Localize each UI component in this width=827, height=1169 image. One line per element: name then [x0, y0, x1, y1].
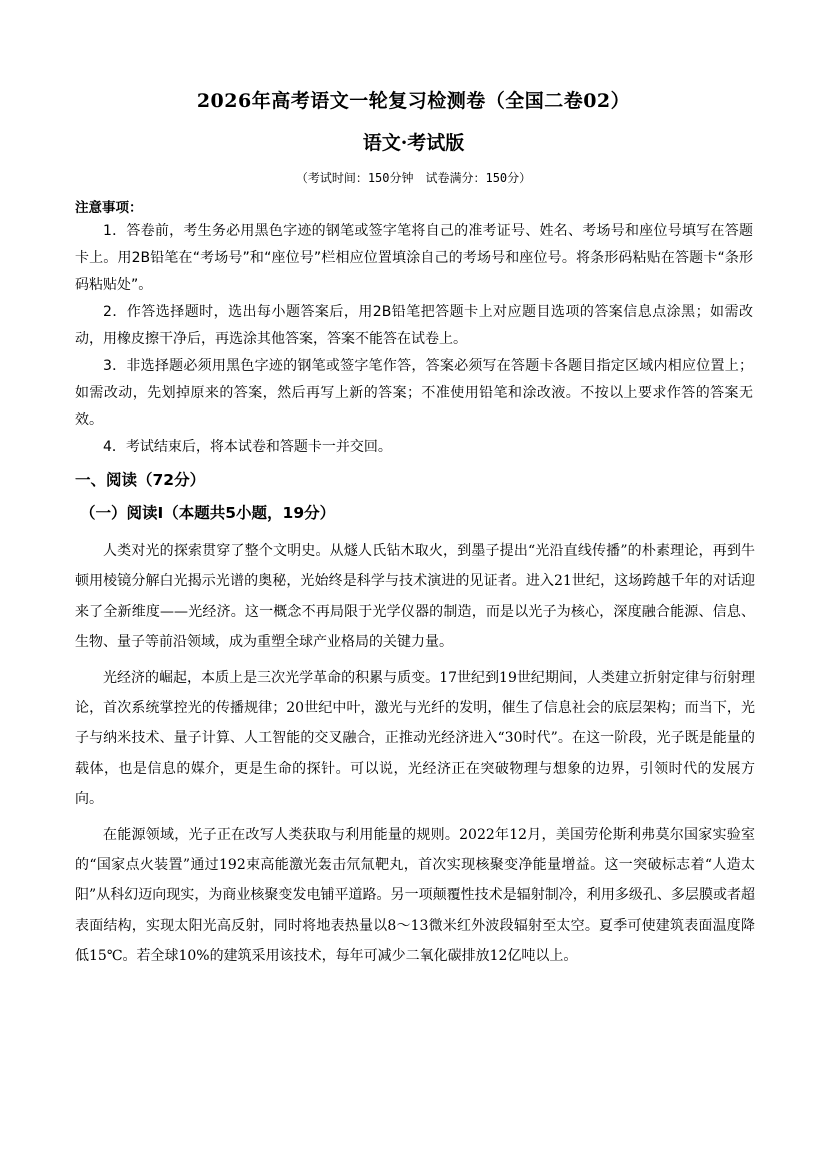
- notice-item: 1．答卷前，考生务必用黑色字迹的钢笔或签字笔将自己的准考证号、姓名、考场号和座位号填写在答题卡上。用2B铅笔在“考场号”和“座位号”栏相应位置填涂自己的考场号和座位号。将条形码粘贴在答题卡“条形码粘贴处”。: [75, 223, 753, 293]
- passage-paragraph: 在能源领域，光子正在改写人类获取与利用能量的规则。2022年12月，美国劳伦斯利弗莫尔国家实验室的“国家点火装置”通过192束高能激光轰击氘氚靶丸，首次实现核聚变净能量增益。这一突破标志着“人造太阳”从科幻迈向现实，为商业核聚变发电铺平道路。另一项颠覆性技术是辐射制冷，利用多级孔、多层膜或者超表面结构，实现太阳光高反射，同时将地表热量以8～13微米红外波段辐射至太空。夏季可使建筑表面温度降低15℃。若全球10%的建筑采用该技术，每年可减少二氧化碳排放12亿吨以上。: [75, 826, 755, 965]
- reading-passage: [75, 536, 755, 977]
- exam-time-info: （考试时间：150分钟 试卷满分：150分）: [295, 171, 532, 185]
- passage-paragraph: 人类对光的探索贯穿了整个文明史。从燧人氏钻木取火，到墨子提出“光沿直线传播”的朴素理论，再到牛顿用棱镜分解白光揭示光谱的奥秘，光始终是科学与技术演进的见证者。进入21世纪，这场跨越千年的对话迎来了全新维度——光经济。这一概念不再局限于光学仪器的制造，而是以光子为核心，深度融合能源、信息、生物、量子等前沿领域，成为重塑全球产业格局的关键力量。: [75, 543, 755, 651]
- notice-item: 3．非选择题必须用黑色字迹的钢笔或签字笔作答，答案必须写在答题卡各题目指定区域内相应位置上；如需改动，先划掉原来的答案，然后再写上新的答案；不准使用铅笔和涂改液。不按以上要求作答的答案无效。: [75, 358, 753, 428]
- notice-item: 4．考试结束后，将本试卷和答题卡一并交回。: [103, 439, 392, 455]
- notice-list: [75, 218, 753, 461]
- section-heading: 一、阅读（72分）: [75, 471, 206, 489]
- document-title: 2026年高考语文一轮复习检测卷（全国二卷02）: [196, 90, 631, 112]
- document-subtitle: 语文·考试版: [362, 132, 465, 154]
- notice-item: 2．作答选择题时，选出每小题答案后，用2B铅笔把答题卡上对应题目选项的答案信息点涂黑；如需改动，用橡皮擦干净后，再选涂其他答案，答案不能答在试卷上。: [75, 304, 753, 347]
- subsection-heading: （一）阅读Ⅰ（本题共5小题，19分）: [80, 504, 336, 522]
- notice-heading: 注意事项：: [75, 200, 143, 216]
- passage-paragraph: 光经济的崛起，本质上是三次光学革命的积累与质变。17世纪到19世纪期间，人类建立折射定律与衍射理论，首次系统掌控光的传播规律；20世纪中叶，激光与光纤的发明，催生了信息社会的底层架构；而当下，光子与纳米技术、量子计算、人工智能的交叉融合，正推动光经济进入“30时代”。在这一阶段，光子既是能量的载体，也是信息的媒介，更是生命的探针。可以说，光经济正在突破物理与想象的边界，引领时代的发展方向。: [75, 669, 755, 808]
